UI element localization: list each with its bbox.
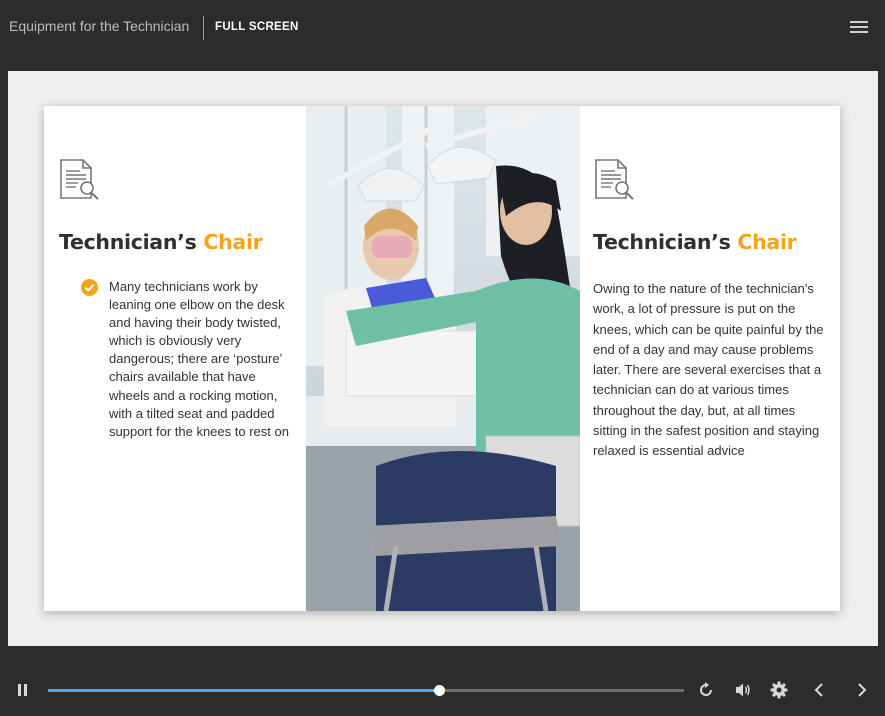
document-search-icon xyxy=(593,158,637,202)
right-heading xyxy=(593,230,796,254)
seek-handle[interactable] xyxy=(434,685,445,696)
seek-progress xyxy=(48,689,439,692)
right-heading-main: Technician’s xyxy=(593,230,738,254)
left-heading xyxy=(59,230,262,254)
settings-icon[interactable] xyxy=(770,681,788,699)
document-search-icon xyxy=(58,158,102,202)
slide xyxy=(44,106,840,611)
pause-icon[interactable] xyxy=(18,684,28,696)
replay-icon[interactable] xyxy=(697,681,715,699)
volume-icon[interactable] xyxy=(734,681,752,699)
left-bullet-text: Many technicians work by leaning one elbow on the desk and having their body twisted, which is obviously very dangerous; there are ‘posture’ chairs available that have wheels and a rocking motion, with a tilted seat and padded support for the knees to rest on xyxy=(109,279,289,439)
right-heading-accent: Chair xyxy=(737,230,797,254)
next-icon[interactable] xyxy=(853,681,871,699)
left-panel xyxy=(44,106,306,611)
check-bullet-icon xyxy=(81,279,98,296)
left-heading-main: Technician’s xyxy=(59,230,204,254)
slide-stage xyxy=(8,71,878,646)
right-panel xyxy=(580,106,840,611)
full-screen-button[interactable]: FULL SCREEN xyxy=(215,21,299,33)
player-controls xyxy=(0,664,885,716)
technician-photo xyxy=(306,106,580,611)
course-title: Equipment for the Technician xyxy=(9,18,190,34)
seek-bar[interactable] xyxy=(48,689,684,692)
right-body-text: Owing to the nature of the technician’s work, a lot of pressure is put on the knees, which can be quite painful by the end of a day and may cause problems later. There are several exercises that a technician can do at various times throughout the day, but, at all times sitting in the safest position and staying relaxed is essential advice xyxy=(593,281,824,459)
header-divider xyxy=(203,16,204,40)
top-bar xyxy=(0,0,885,56)
hamburger-menu-icon[interactable] xyxy=(850,21,868,35)
left-heading-accent: Chair xyxy=(203,230,263,254)
previous-icon[interactable] xyxy=(810,681,828,699)
